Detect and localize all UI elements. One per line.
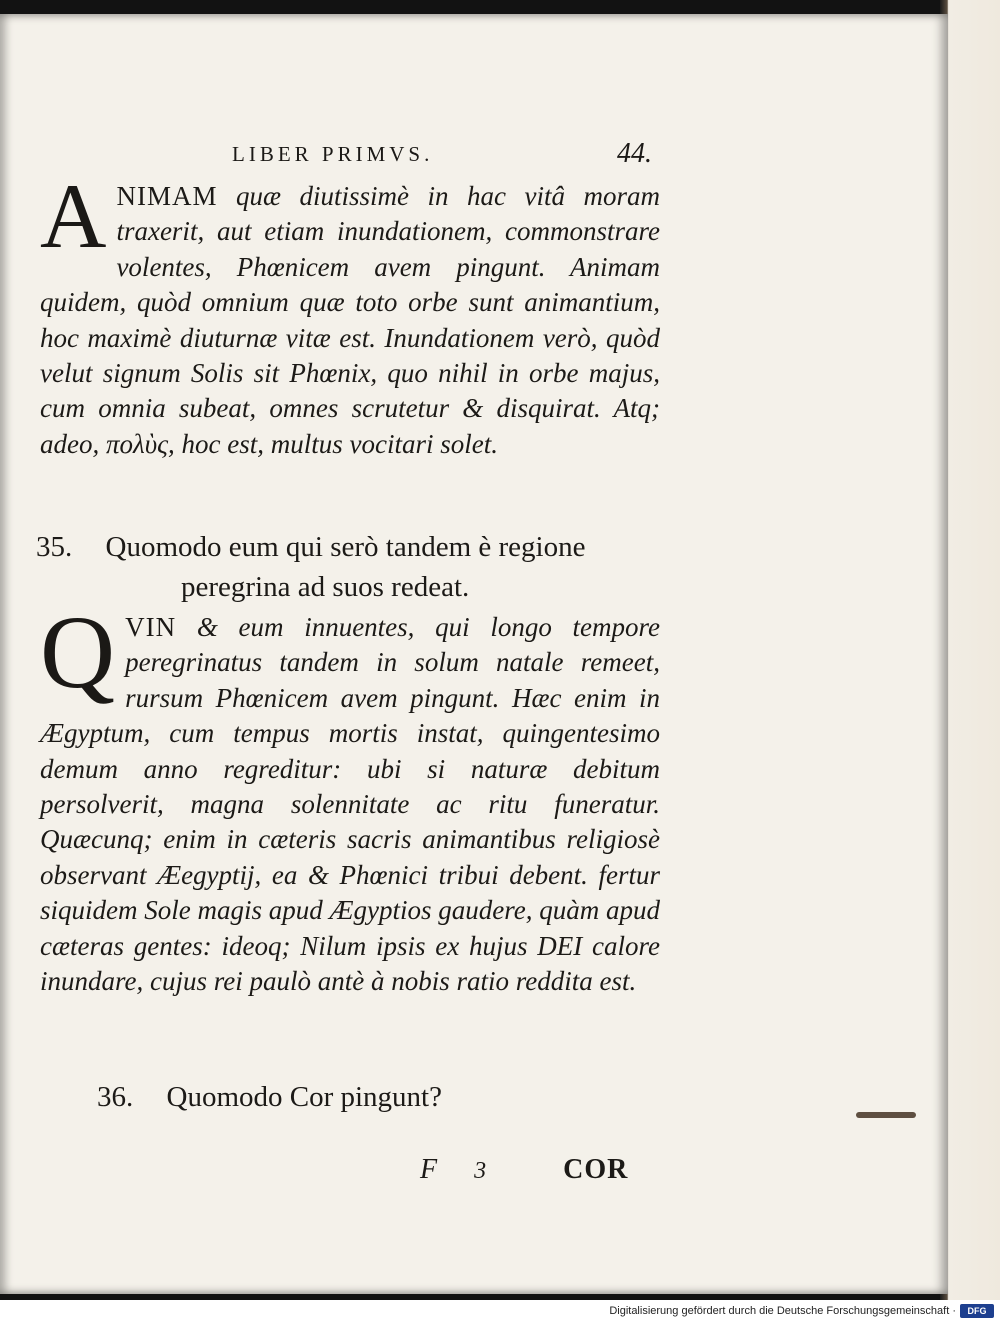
- section-title: Quomodo Cor pingunt?: [166, 1081, 442, 1113]
- signature-number: 3: [474, 1158, 487, 1184]
- funding-credit: Digitalisierung gefördert durch die Deutsche Forschungsgemeinschaft ·: [609, 1305, 956, 1317]
- paragraph-lead-word: NIMAM: [116, 181, 218, 211]
- paragraph-lead-word: VIN: [125, 612, 177, 642]
- drop-cap-q: Q: [40, 595, 116, 710]
- section-number: 36.: [97, 1081, 134, 1113]
- section-title-line-2: peregrina ad suos redeat.: [181, 571, 470, 603]
- catchword: COR: [563, 1154, 629, 1185]
- paragraph-quin: [40, 595, 660, 999]
- running-title: LIBER PRIMVS.: [232, 142, 434, 166]
- drop-cap-a: A: [40, 165, 107, 267]
- section-heading-36: [97, 1077, 737, 1117]
- section-title-line-1: Quomodo eum qui serò tandem è regione: [105, 531, 586, 563]
- paragraph-text: & eum innuentes, qui longo tempore peregrinatus tandem in solum natale remeet, rursum Phœnicem avem pingunt. Hæc enim in Ægyptum, cum tempus mortis instat, quingentesimo demum anno regreditur: ubi si naturæ debitum persolverit, magna solennitate ac ritu funeratur. Quæcunq; enim in cæteris sacris animantibus religiosè observant Æegyptij, ea & Phœnici tribui debent. fertur siquidem Sole magis apud Ægyptios gaudere, quàm apud cæteras gentes: ideoq; Nilum ipsis ex hujus DEI calore inundare, cujus rei paulò antè à nobis ratio reddita est.: [40, 612, 660, 997]
- footer-bar: [0, 1302, 1000, 1321]
- section-heading-35: [36, 527, 676, 607]
- signature-line: [420, 1154, 628, 1186]
- page-header: [0, 136, 948, 176]
- page-number: 44.: [617, 138, 652, 169]
- signature-mark: F: [420, 1154, 438, 1185]
- section-number: 35.: [36, 531, 73, 563]
- paper-stain: [856, 1112, 916, 1118]
- paragraph-text: quæ diutissimè in hac vitâ moram traxerit, aut etiam inundationem, commonstrare volentes, Phœnicem avem pingunt. Animam quidem, quòd omnium quæ toto orbe sunt animantium, hoc maximè diuturnæ vitæ est. Inundationem verò, quòd velut signum Solis sit Phœnix, quo nihil in orbe majus, cum omnia subeat, omnes scrutetur & disquirat. Atq; adeo, πολὺς, hoc est, multus vocitari solet.: [40, 181, 660, 459]
- book-page: [0, 14, 948, 1294]
- next-page-edge: [940, 0, 1000, 1300]
- paragraph-animam: [40, 165, 660, 462]
- dfg-logo-icon: DFG: [960, 1304, 994, 1318]
